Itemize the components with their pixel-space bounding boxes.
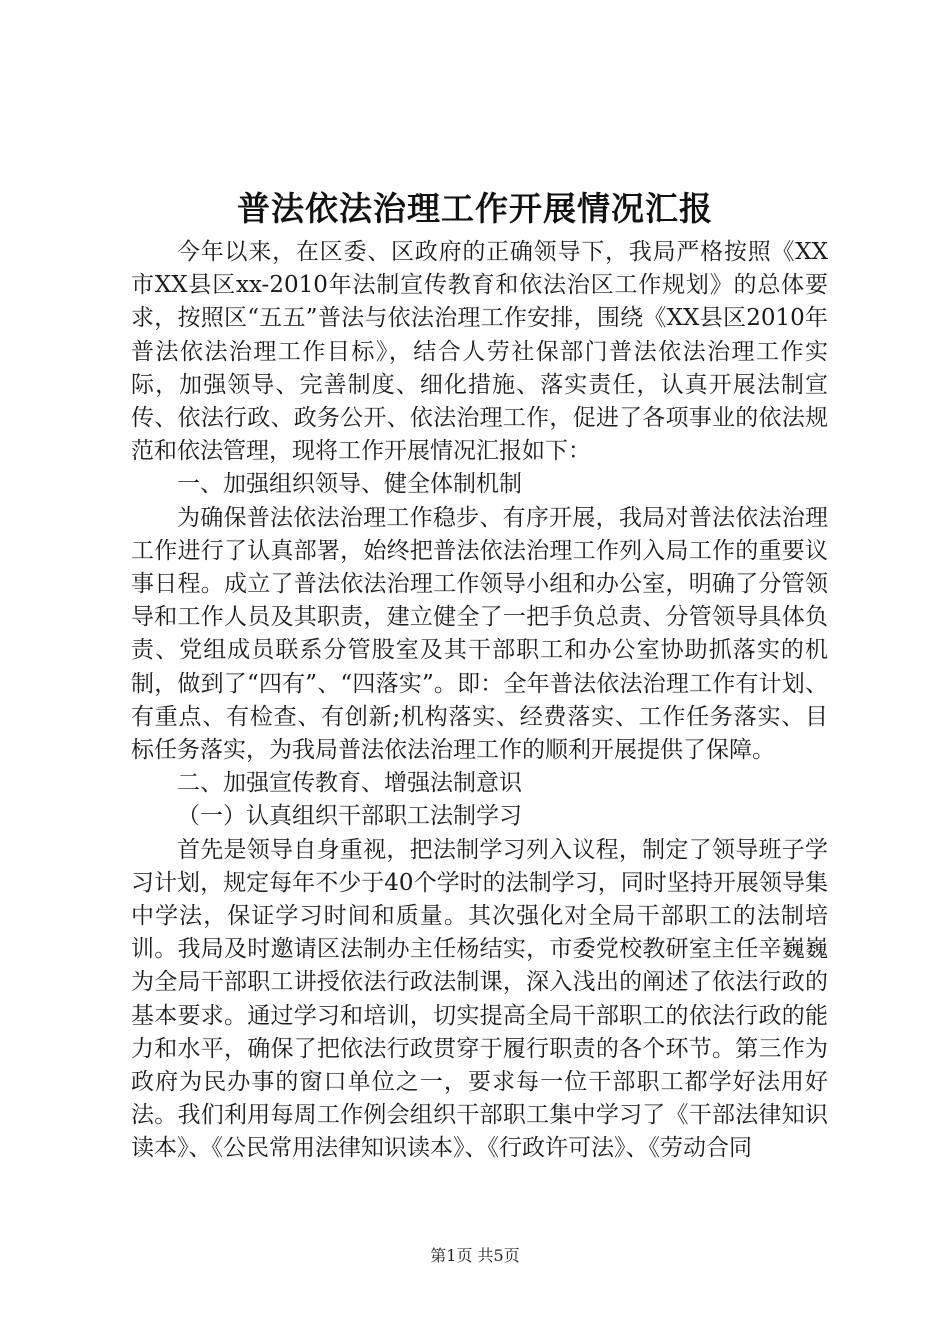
section-1-paragraph: 为确保普法依法治理工作稳步、有序开展，我局对普法依法治理工作进行了认真部署，始终把普法依法治理工作列入局工作的重要议事日程。成立了普法依法治理工作领导小组和办公室，明确了分管领导和工作人员及其职责，建立健全了一把手负总责、分管领导具体负责、党组成员联系分管股室及其干部职工和办公室协助抓落实的机制，做到了“四有”、“四落实”。即：全年普法依法治理工作有计划、有重点、有检查、有创新;机构落实、经费落实、工作任务落实、目标任务落实，为我局普法依法治理工作的顺利开展提供了保障。 — [131, 504, 828, 764]
document-title: 普法依法治理工作开展情况汇报 — [237, 189, 713, 228]
section-heading-1: 一、加强组织领导、健全体制机制 — [177, 471, 522, 498]
page-number-footer: 第1页 共5页 — [430, 1246, 520, 1265]
subsection-1-paragraph: 首先是领导自身重视，把法制学习列入议程，制定了领导班子学习计划，规定每年不少于40个学时的法制学习，同时坚持开展领导集中学法，保证学习时间和质量。其次强化对全局干部职工的法制培训。我局及时邀请区法制办主任杨结实，市委党校教研室主任辛巍巍为全局干部职工讲授依法行政法制课，深入浅出的阐述了依法行政的基本要求。通过学习和培训，切实提高全局干部职工的依法行政的能力和水平，确保了把依法行政贯穿于履行职责的各个环节。第三作为政府为民办事的窗口单位之一，要求每一位干部职工都学好法用好法。我们利用每周工作例会组织干部职工集中学习了《干部法律知识读本》、《公民常用法律知识读本》、《行政许可法》、《劳动合同 — [131, 836, 828, 1162]
intro-paragraph: 今年以来，在区委、区政府的正确领导下，我局严格按照《XX市XX县区xx-2010年法制宣传教育和依法治区工作规划》的总体要求，按照区“五五”普法与依法治理工作安排，围绕《XX县区2010年普法依法治理工作目标》，结合人劳社保部门普法依法治理工作实际，加强领导、完善制度、细化措施、落实责任，认真开展法制宣传、依法行政、政务公开、依法治理工作，促进了各项事业的依法规范和依法管理，现将工作开展情况汇报如下： — [131, 239, 828, 465]
subsection-heading-1: （一）认真组织干部职工法制学习 — [177, 803, 522, 830]
document-body — [131, 236, 828, 1166]
section-heading-2: 二、加强宣传教育、增强法制意识 — [177, 770, 522, 797]
